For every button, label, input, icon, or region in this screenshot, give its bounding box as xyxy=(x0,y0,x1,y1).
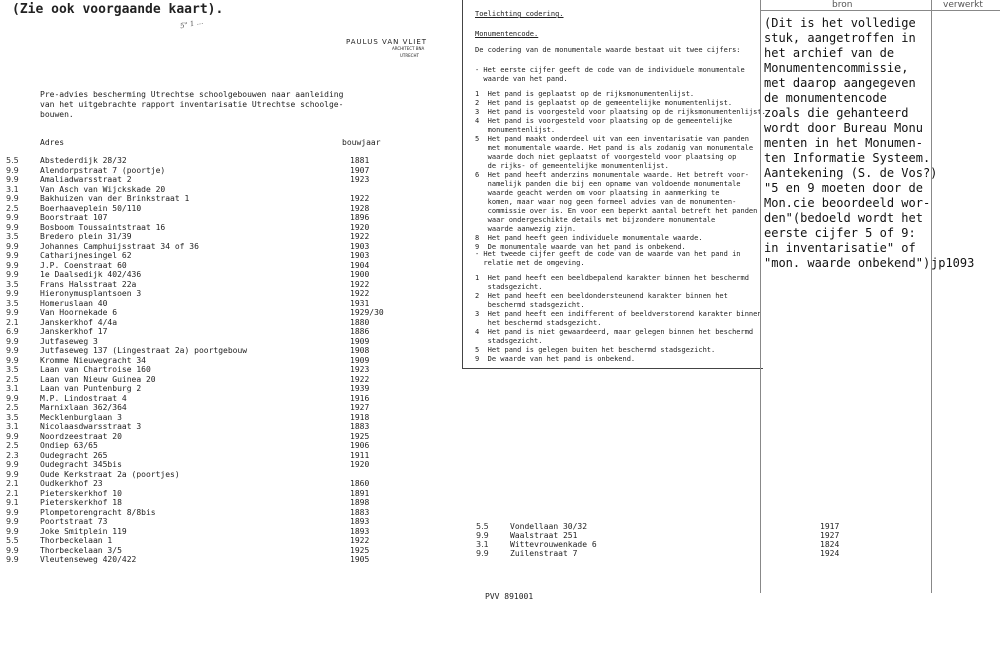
coding-explanation xyxy=(462,0,766,369)
text-line: waarde geacht werden om voor plaatsing in aanmerking te xyxy=(475,189,720,197)
monument-code: 9.9 xyxy=(6,393,19,403)
text-line: 6 Het pand heeft anderzins monumentale waarde. Het betreft voor- xyxy=(475,171,749,179)
text-line: 9 De monumentale waarde van het pand is onbekend. xyxy=(475,243,686,251)
text-line: "5 en 9 moeten door de xyxy=(764,181,923,195)
table-row xyxy=(0,555,420,565)
intro-line-1: Pre-advies bescherming Utrechtse schoolgebouwen naar aanleiding xyxy=(40,90,344,99)
build-year: 1923 xyxy=(350,175,370,184)
address: Oude Kerkstraat 2a (poortjes) xyxy=(40,469,180,479)
address: Noordzeestraat 20 xyxy=(40,431,122,441)
table-row xyxy=(0,517,420,527)
text-line: ten Informatie Systeem. xyxy=(764,151,931,165)
table-row xyxy=(0,289,420,299)
monument-code: 3.1 xyxy=(6,384,19,393)
build-year: 1906 xyxy=(350,441,370,450)
text-line: 1 Het pand is geplaatst op de rijksmonumentenlijst. xyxy=(475,90,695,98)
monument-code: 5.5 xyxy=(6,156,19,165)
address: Wittevrouwenkade 6 xyxy=(510,540,597,549)
table-row xyxy=(0,536,420,546)
monument-code: 9.9 xyxy=(6,507,19,517)
build-year: 1896 xyxy=(350,213,370,222)
bron-header: bron xyxy=(832,0,853,10)
table-row xyxy=(0,318,420,328)
build-year: 1927 xyxy=(820,531,840,540)
address: Laan van Nieuw Guinea 20 xyxy=(40,374,156,384)
verwerkt-text: jp1093 xyxy=(931,256,975,270)
text-line: de rijks- of gemeentelijke monumentenlijst. xyxy=(475,162,669,170)
table-row xyxy=(0,498,420,508)
build-year: 1923 xyxy=(350,365,370,374)
build-year: 1881 xyxy=(350,156,370,165)
address: M.P. Lindostraat 4 xyxy=(40,393,127,403)
monument-code: 2.1 xyxy=(6,488,19,498)
table-row xyxy=(0,166,420,176)
table-row xyxy=(0,546,420,556)
build-year: 1927 xyxy=(350,403,370,412)
text-line: eerste cijfer 5 of 9: xyxy=(764,226,916,240)
monument-code: 9.9 xyxy=(6,175,19,184)
monument-code: 9.9 xyxy=(6,460,19,469)
text-line: de monumentencode xyxy=(764,91,887,105)
table-row xyxy=(0,156,420,166)
text-line: wordt door Bureau Monu xyxy=(764,121,923,135)
monument-code: 3.5 xyxy=(6,365,19,374)
text-line: monumentenlijst. xyxy=(475,126,556,134)
text-line: in inventarisatie" of xyxy=(764,241,916,255)
table-row xyxy=(0,194,420,204)
monument-code: 3.5 xyxy=(6,279,19,289)
monument-code: 9.9 xyxy=(6,270,19,279)
address: Oudkerkhof 23 xyxy=(40,479,103,488)
text-line: 4 Het pand is niet gewaardeerd, maar gelegen binnen het beschermd xyxy=(475,328,754,336)
table-row xyxy=(0,489,420,499)
table-row xyxy=(0,346,420,356)
address: Bakhuizen van der Brinkstraat 1 xyxy=(40,194,190,203)
monument-code: 2.5 xyxy=(6,203,19,213)
build-year: 1860 xyxy=(350,479,370,488)
text-line: waarde aanwezig zijn. xyxy=(475,225,577,233)
address: Bosboom Toussaintstraat 16 xyxy=(40,222,166,232)
text-line: met monumentale waarde. Het pand is als zodanig van monumentale xyxy=(475,144,754,152)
build-year: 1883 xyxy=(350,507,370,517)
monument-code: 9.9 xyxy=(6,517,19,526)
address: Mecklenburglaan 3 xyxy=(40,412,122,422)
build-year: 1893 xyxy=(350,526,370,536)
address: Frans Halsstraat 22a xyxy=(40,279,137,289)
text-line: Mon.cie beoordeeld wor- xyxy=(764,196,931,210)
address: Poortstraat 73 xyxy=(40,517,108,526)
monument-code: 3.1 xyxy=(6,184,19,194)
address: Joke Smitplein 119 xyxy=(40,526,127,536)
text-line: 2 Het pand is geplaatst op de gemeentelijke monumentenlijst. xyxy=(475,99,733,107)
monument-code: 9.9 xyxy=(6,222,19,232)
monument-code: 9.9 xyxy=(6,165,19,175)
second-digit-list xyxy=(475,274,762,364)
table-row xyxy=(0,441,420,451)
table-row xyxy=(0,356,420,366)
address: Pieterskerkhof 18 xyxy=(40,498,122,507)
text-line: 3 Het pand is voorgesteld voor plaatsing op de rijksmonumentenlijst. xyxy=(475,108,766,116)
letterhead-name: PAULUS VAN VLIET xyxy=(346,38,428,46)
monument-code: 2.1 xyxy=(6,479,19,488)
text-line: stadsgezicht. xyxy=(475,283,543,291)
address: Zuilenstraat 7 xyxy=(510,549,578,558)
text-line: zoals die gehanteerd xyxy=(764,106,909,120)
header-adres: Adres xyxy=(40,138,65,147)
monument-code: 5.5 xyxy=(476,522,489,531)
table-row xyxy=(0,508,420,518)
text-line: 2 Het pand heeft een beeldondersteunend karakter binnen het xyxy=(475,292,728,300)
table-row xyxy=(0,185,420,195)
build-year: 1924 xyxy=(820,549,840,558)
address: 1e Daalsedijk 402/436 xyxy=(40,270,142,279)
address: Hieronymusplantsoen 3 xyxy=(40,289,142,298)
monument-code: 3.1 xyxy=(6,422,19,431)
text-line: waarde van het pand. xyxy=(475,75,568,83)
address: Vondellaan 30/32 xyxy=(510,522,588,531)
text-line: (Dit is het volledige xyxy=(764,16,916,30)
build-year: 1911 xyxy=(350,450,370,460)
monument-code: 9.9 xyxy=(6,251,19,260)
coding-subtitle: Monumentencode. xyxy=(475,30,539,38)
build-year: 1922 xyxy=(350,279,370,289)
text-line: 9 De waarde van het pand is onbekend. xyxy=(475,355,636,363)
first-digit-desc xyxy=(475,66,745,84)
monument-code: 2.3 xyxy=(6,450,19,460)
build-year: 1909 xyxy=(350,355,370,365)
build-year: 1900 xyxy=(350,270,370,279)
table-row xyxy=(0,261,420,271)
address: Thorbeckelaan 3/5 xyxy=(40,545,122,555)
text-line: - Het tweede cijfer geeft de code van de waarde van het pand in xyxy=(475,250,741,258)
build-year: 1920 xyxy=(350,222,370,232)
table-row xyxy=(0,280,420,290)
monument-code: 9.9 xyxy=(6,336,19,346)
table-row xyxy=(0,251,420,261)
build-year: 1880 xyxy=(350,317,370,327)
address: Van Asch van Wijckskade 20 xyxy=(40,184,166,194)
text-line: het beschermd stadsgezicht. xyxy=(475,319,602,327)
build-year: 1886 xyxy=(350,327,370,336)
monument-code: 9.9 xyxy=(6,289,19,298)
top-note: (Zie ook voorgaande kaart). xyxy=(12,2,224,17)
table-row xyxy=(0,175,420,185)
monument-code: 3.1 xyxy=(476,540,489,549)
address: Homeruslaan 40 xyxy=(40,298,108,308)
build-year: 1920 xyxy=(350,460,370,469)
build-year: 1922 xyxy=(350,289,370,298)
monument-code: 9.9 xyxy=(6,346,19,355)
address: Alendorpstraat 7 (poortje) xyxy=(40,165,166,175)
address: Catharijnesingel 62 xyxy=(40,251,132,260)
monument-code: 9.9 xyxy=(6,431,19,441)
monument-code: 9.9 xyxy=(6,308,19,317)
text-line: relatie met de omgeving. xyxy=(475,259,585,267)
table-row xyxy=(0,270,420,280)
build-year: 1908 xyxy=(350,346,370,355)
build-year: 1903 xyxy=(350,251,370,260)
address: Laan van Chartroise 160 xyxy=(40,365,151,374)
table-row xyxy=(0,223,420,233)
table-row xyxy=(0,451,420,461)
address: Vleutenseweg 420/422 xyxy=(40,555,137,564)
address: Van Hoornekade 6 xyxy=(40,308,118,317)
text-line: stadsgezicht. xyxy=(475,337,543,345)
first-digit-list xyxy=(475,90,766,252)
intro-line-3: bouwen. xyxy=(40,110,74,119)
monument-code: 2.5 xyxy=(6,403,19,412)
table-row xyxy=(0,242,420,252)
monument-code: 9.9 xyxy=(6,469,19,479)
monument-code: 9.9 xyxy=(6,526,19,536)
address: Plompetorengracht 8/8bis xyxy=(40,507,156,517)
text-line: waarde doch niet geplaatst of voorgesteld voor plaatsing op xyxy=(475,153,737,161)
text-line: 5 Het pand maakt onderdeel uit van een inventarisatie van panden xyxy=(475,135,749,143)
table-row xyxy=(0,232,420,242)
monument-code: 9.9 xyxy=(6,194,19,203)
letterhead-sub1: ARCHITECT BNA xyxy=(392,46,425,51)
address: Janskerkhof 4/4a xyxy=(40,317,118,327)
build-year: 1916 xyxy=(350,393,370,403)
text-line: 5 Het pand is gelegen buiten het beschermd stadsgezicht. xyxy=(475,346,716,354)
table-row xyxy=(0,432,420,442)
monument-code: 9.9 xyxy=(6,213,19,222)
monument-code: 2.1 xyxy=(6,317,19,327)
table-row xyxy=(0,403,420,413)
monument-code: 9.9 xyxy=(6,545,19,555)
monument-code: 9.9 xyxy=(476,549,489,558)
handwritten-note: 5" 1 ... xyxy=(179,17,204,31)
address: Kromme Nieuwegracht 34 xyxy=(40,355,146,365)
text-line: komen, maar waar nog geen formeel advies van de monumenten- xyxy=(475,198,737,206)
footer-code: PVV 891001 xyxy=(485,592,534,601)
text-line: 4 Het pand is voorgesteld voor plaatsing op de gemeentelijke xyxy=(475,117,733,125)
build-year: 1903 xyxy=(350,241,370,251)
monument-code: 2.5 xyxy=(6,374,19,384)
address: Waalstraat 251 xyxy=(510,531,578,540)
text-line: stuk, aangetroffen in xyxy=(764,31,916,45)
monument-code: 5.5 xyxy=(6,536,19,545)
text-line: met daarop aangegeven xyxy=(764,76,916,90)
coding-intro: De codering van de monumentale waarde bestaat uit twee cijfers: xyxy=(475,46,741,54)
address: Nicolaasdwarsstraat 3 xyxy=(40,422,142,431)
bron-text xyxy=(764,16,937,271)
build-year: 1928 xyxy=(350,203,370,213)
monument-code: 3.5 xyxy=(6,412,19,422)
address: Oudegracht 345bis xyxy=(40,460,122,469)
monument-code: 3.5 xyxy=(6,232,19,241)
table-row xyxy=(0,308,420,318)
table-row xyxy=(0,422,420,432)
address: Jutfaseweg 137 (Lingestraat 2a) poortgebouw xyxy=(40,346,248,355)
build-year: 1925 xyxy=(350,431,370,441)
address: Janskerkhof 17 xyxy=(40,327,108,336)
build-year: 1904 xyxy=(350,260,370,270)
table-row xyxy=(0,365,420,375)
table-row xyxy=(0,213,420,223)
address: Pieterskerkhof 10 xyxy=(40,488,122,498)
intro-line-2: van het uitgebrachte rapport inventarisatie Utrechtse schoolge- xyxy=(40,100,344,109)
text-line: "mon. waarde onbekend") xyxy=(764,256,931,270)
table-row xyxy=(0,470,420,480)
build-year: 1931 xyxy=(350,298,370,308)
monument-code: 9.9 xyxy=(6,260,19,270)
text-line: Aantekening (S. de Vos?) xyxy=(764,166,938,180)
text-line: 8 Het pand heeft geen individuele monumentale waarde. xyxy=(475,234,703,242)
address: Laan van Puntenburg 2 xyxy=(40,384,142,393)
text-line: commissie over is. En voor een beperkt aantal betreft het panden xyxy=(475,207,758,215)
address: Bredero plein 31/39 xyxy=(40,232,132,241)
table-row xyxy=(0,479,420,489)
monument-code: 9.9 xyxy=(6,241,19,251)
text-line: den"(bedoeld wordt het xyxy=(764,211,923,225)
address: Amaliadwarsstraat 2 xyxy=(40,175,132,184)
build-year: 1918 xyxy=(350,412,370,422)
build-year: 1891 xyxy=(350,488,370,498)
build-year: 1922 xyxy=(350,194,370,203)
address: J.P. Coenstraat 60 xyxy=(40,260,127,270)
table-row xyxy=(0,327,420,337)
text-line: 1 Het pand heeft een beeldbepalend karakter binnen het beschermd xyxy=(475,274,749,282)
table-row xyxy=(0,413,420,423)
verwerkt-header: verwerkt xyxy=(943,0,983,10)
address: Jutfaseweg 3 xyxy=(40,336,98,346)
table-row xyxy=(0,375,420,385)
monument-code: 9.1 xyxy=(6,498,19,507)
table-row xyxy=(0,527,420,537)
text-line: menten in het Monumen- xyxy=(764,136,923,150)
build-year: 1883 xyxy=(350,422,370,431)
text-line: Monumentencommissie, xyxy=(764,61,909,75)
address: Boerhaaveplein 50/110 xyxy=(40,203,142,213)
build-year: 1925 xyxy=(350,545,370,555)
build-year: 1893 xyxy=(350,517,370,526)
monument-code: 3.5 xyxy=(6,298,19,308)
monument-code: 9.9 xyxy=(6,555,19,564)
table-row xyxy=(0,337,420,347)
text-line: namelijk panden die bij een opname van voldoende monumentale xyxy=(475,180,741,188)
address: Johannes Camphuijsstraat 34 of 36 xyxy=(40,241,199,251)
monument-code: 2.5 xyxy=(6,441,19,450)
address: Thorbeckelaan 1 xyxy=(40,536,113,545)
build-year: 1922 xyxy=(350,232,370,241)
table-row xyxy=(0,460,420,470)
text-line: beschermd stadsgezicht. xyxy=(475,301,585,309)
build-year: 1898 xyxy=(350,498,370,507)
build-year: 1907 xyxy=(350,165,370,175)
table-row xyxy=(0,394,420,404)
header-bouwjaar: bouwjaar xyxy=(342,138,381,147)
address: Ondiep 63/65 xyxy=(40,441,98,450)
build-year: 1909 xyxy=(350,336,370,346)
address: Marnixlaan 362/364 xyxy=(40,403,127,412)
monument-code: 6.9 xyxy=(6,327,19,336)
text-line: het archief van de xyxy=(764,46,895,60)
text-line: waar ondergeschikte details met bijzondere monumentale xyxy=(475,216,716,224)
text-line: - Het eerste cijfer geeft de code van de individuele monumentale xyxy=(475,66,745,74)
build-year: 1929/30 xyxy=(350,308,384,317)
letterhead-sub2: UTRECHT xyxy=(400,53,419,58)
table-row xyxy=(0,204,420,214)
address: Boorstraat 107 xyxy=(40,213,108,222)
text-line: 3 Het pand heeft een indifferent of beeldverstorend karakter binnen xyxy=(475,310,762,318)
build-year: 1905 xyxy=(350,555,370,564)
table-row xyxy=(0,384,420,394)
build-year: 1824 xyxy=(820,540,840,549)
build-year: 1939 xyxy=(350,384,370,393)
address: Oudegracht 265 xyxy=(40,450,108,460)
second-digit-desc xyxy=(475,250,741,268)
address: Abstederdijk 28/32 xyxy=(40,156,127,165)
build-year: 1922 xyxy=(350,536,370,545)
monument-code: 9.9 xyxy=(6,355,19,365)
table-row xyxy=(0,299,420,309)
monument-code: 9.9 xyxy=(476,531,489,540)
build-year: 1922 xyxy=(350,374,370,384)
build-year: 1917 xyxy=(820,522,840,531)
coding-title: Toelichting codering. xyxy=(475,10,564,18)
